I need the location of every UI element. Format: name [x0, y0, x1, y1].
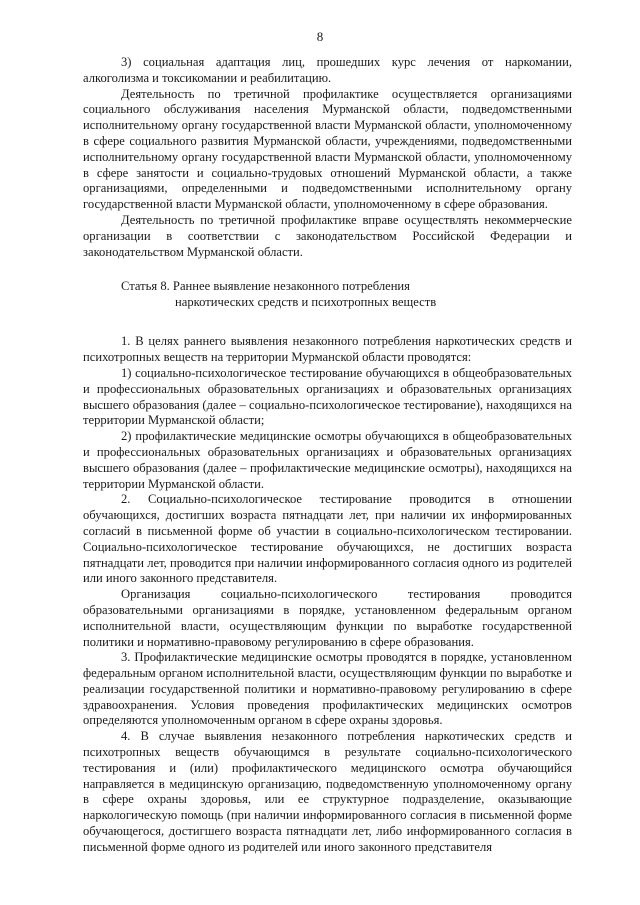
paragraph: 3) социальная адаптация лиц, прошедших курс лечения от наркомании, алкоголизма и токсикомании и реабилитацию. [83, 55, 572, 85]
paragraph: 2. Социально-психологическое тестирование проводится в отношении обучающихся, достигших возраста пятнадцати лет, при наличии их информированных согласий в письменной форме об участии в социально-психологическом тестировании. Социально-психологическое тестирование обучающихся, не достигших возраста пятнадцати лет, проводится при наличии информированного согласия одного из родителей или иного законного представителя. [83, 492, 572, 586]
paragraph: 3. Профилактические медицинские осмотры проводятся в порядке, установленном федеральным органом исполнительной власти, осуществляющим функции по выработке и реализации государственной политики и нормативно-правовому регулированию в сфере здравоохранения. Условия проведения профилактических медицинских осмотров определяются уполномоченным органом в сфере охраны здоровья. [83, 650, 572, 728]
paragraph: 1. В целях раннего выявления незаконного потребления наркотических средств и психотропных веществ на территории Мурманской области проводятся: [83, 334, 572, 365]
paragraph: 4. В случае выявления незаконного потребления наркотических средств и психотропных веществ обучающимся в результате социально-психологического тестирования и (или) профилактического медицинского осмотра обучающийся направляется в медицинскую организацию, подведомственную уполномоченному органу в сфере охраны здоровья, или ее структурное подразделение, оказывающие наркологическую помощь (при наличии информированного согласия в письменной форме обучающегося, достигшего возраста пятнадцати лет, либо информированного согласия в письменной форме одного из родителей или иного законного представителя [83, 729, 572, 854]
paragraph: 1) социально-психологическое тестирование обучающихся в общеобразовательных и профессиональных образовательных организациях и образовательных организациях высшего образования (далее – социально-психологическое тестирование), находящихся на территории Мурманской области; [83, 365, 572, 428]
article-heading-line1: Статья 8. Раннее выявление незаконного потребления [121, 279, 410, 294]
page-number: 8 [316, 29, 324, 44]
paragraph: 2) профилактические медицинские осмотры обучающихся в общеобразовательных и профессиональных образовательных организациях и образовательных организациях высшего образования (далее – профилактические медицинские осмотры), находящихся на территории Мурманской области. [83, 429, 572, 491]
article-heading [121, 278, 572, 310]
article-heading-line2: наркотических средств и психотропных веществ [175, 295, 437, 310]
document-body [83, 55, 572, 856]
paragraph: Деятельность по третичной профилактике вправе осуществлять некоммерческие организации в соответствии с законодательством Российской Федерации и законодательством Мурманской области. [83, 212, 572, 259]
paragraph: Организация социально-психологического тестирования проводится образовательными организациями в порядке, установленном федеральным органом исполнительной власти, осуществляющим функции по выработке государственной политики и нормативно-правовому регулированию в сфере образования. [83, 587, 572, 649]
paragraph: Деятельность по третичной профилактике осуществляется организациями социального обслуживания населения Мурманской области, подведомственными исполнительному органу государственной власти Мурманской области, уполномоченному в сфере социального развития Мурманской области, учреждениями, подведомственными исполнительному органу государственной власти Мурманской области, уполномоченному в сфере занятости и социально-трудовых отношений Мурманской области, а также организациями, определенными и подведомственными исполнительному органу государственной власти Мурманской области, уполномоченному в сфере образования. [83, 86, 572, 212]
